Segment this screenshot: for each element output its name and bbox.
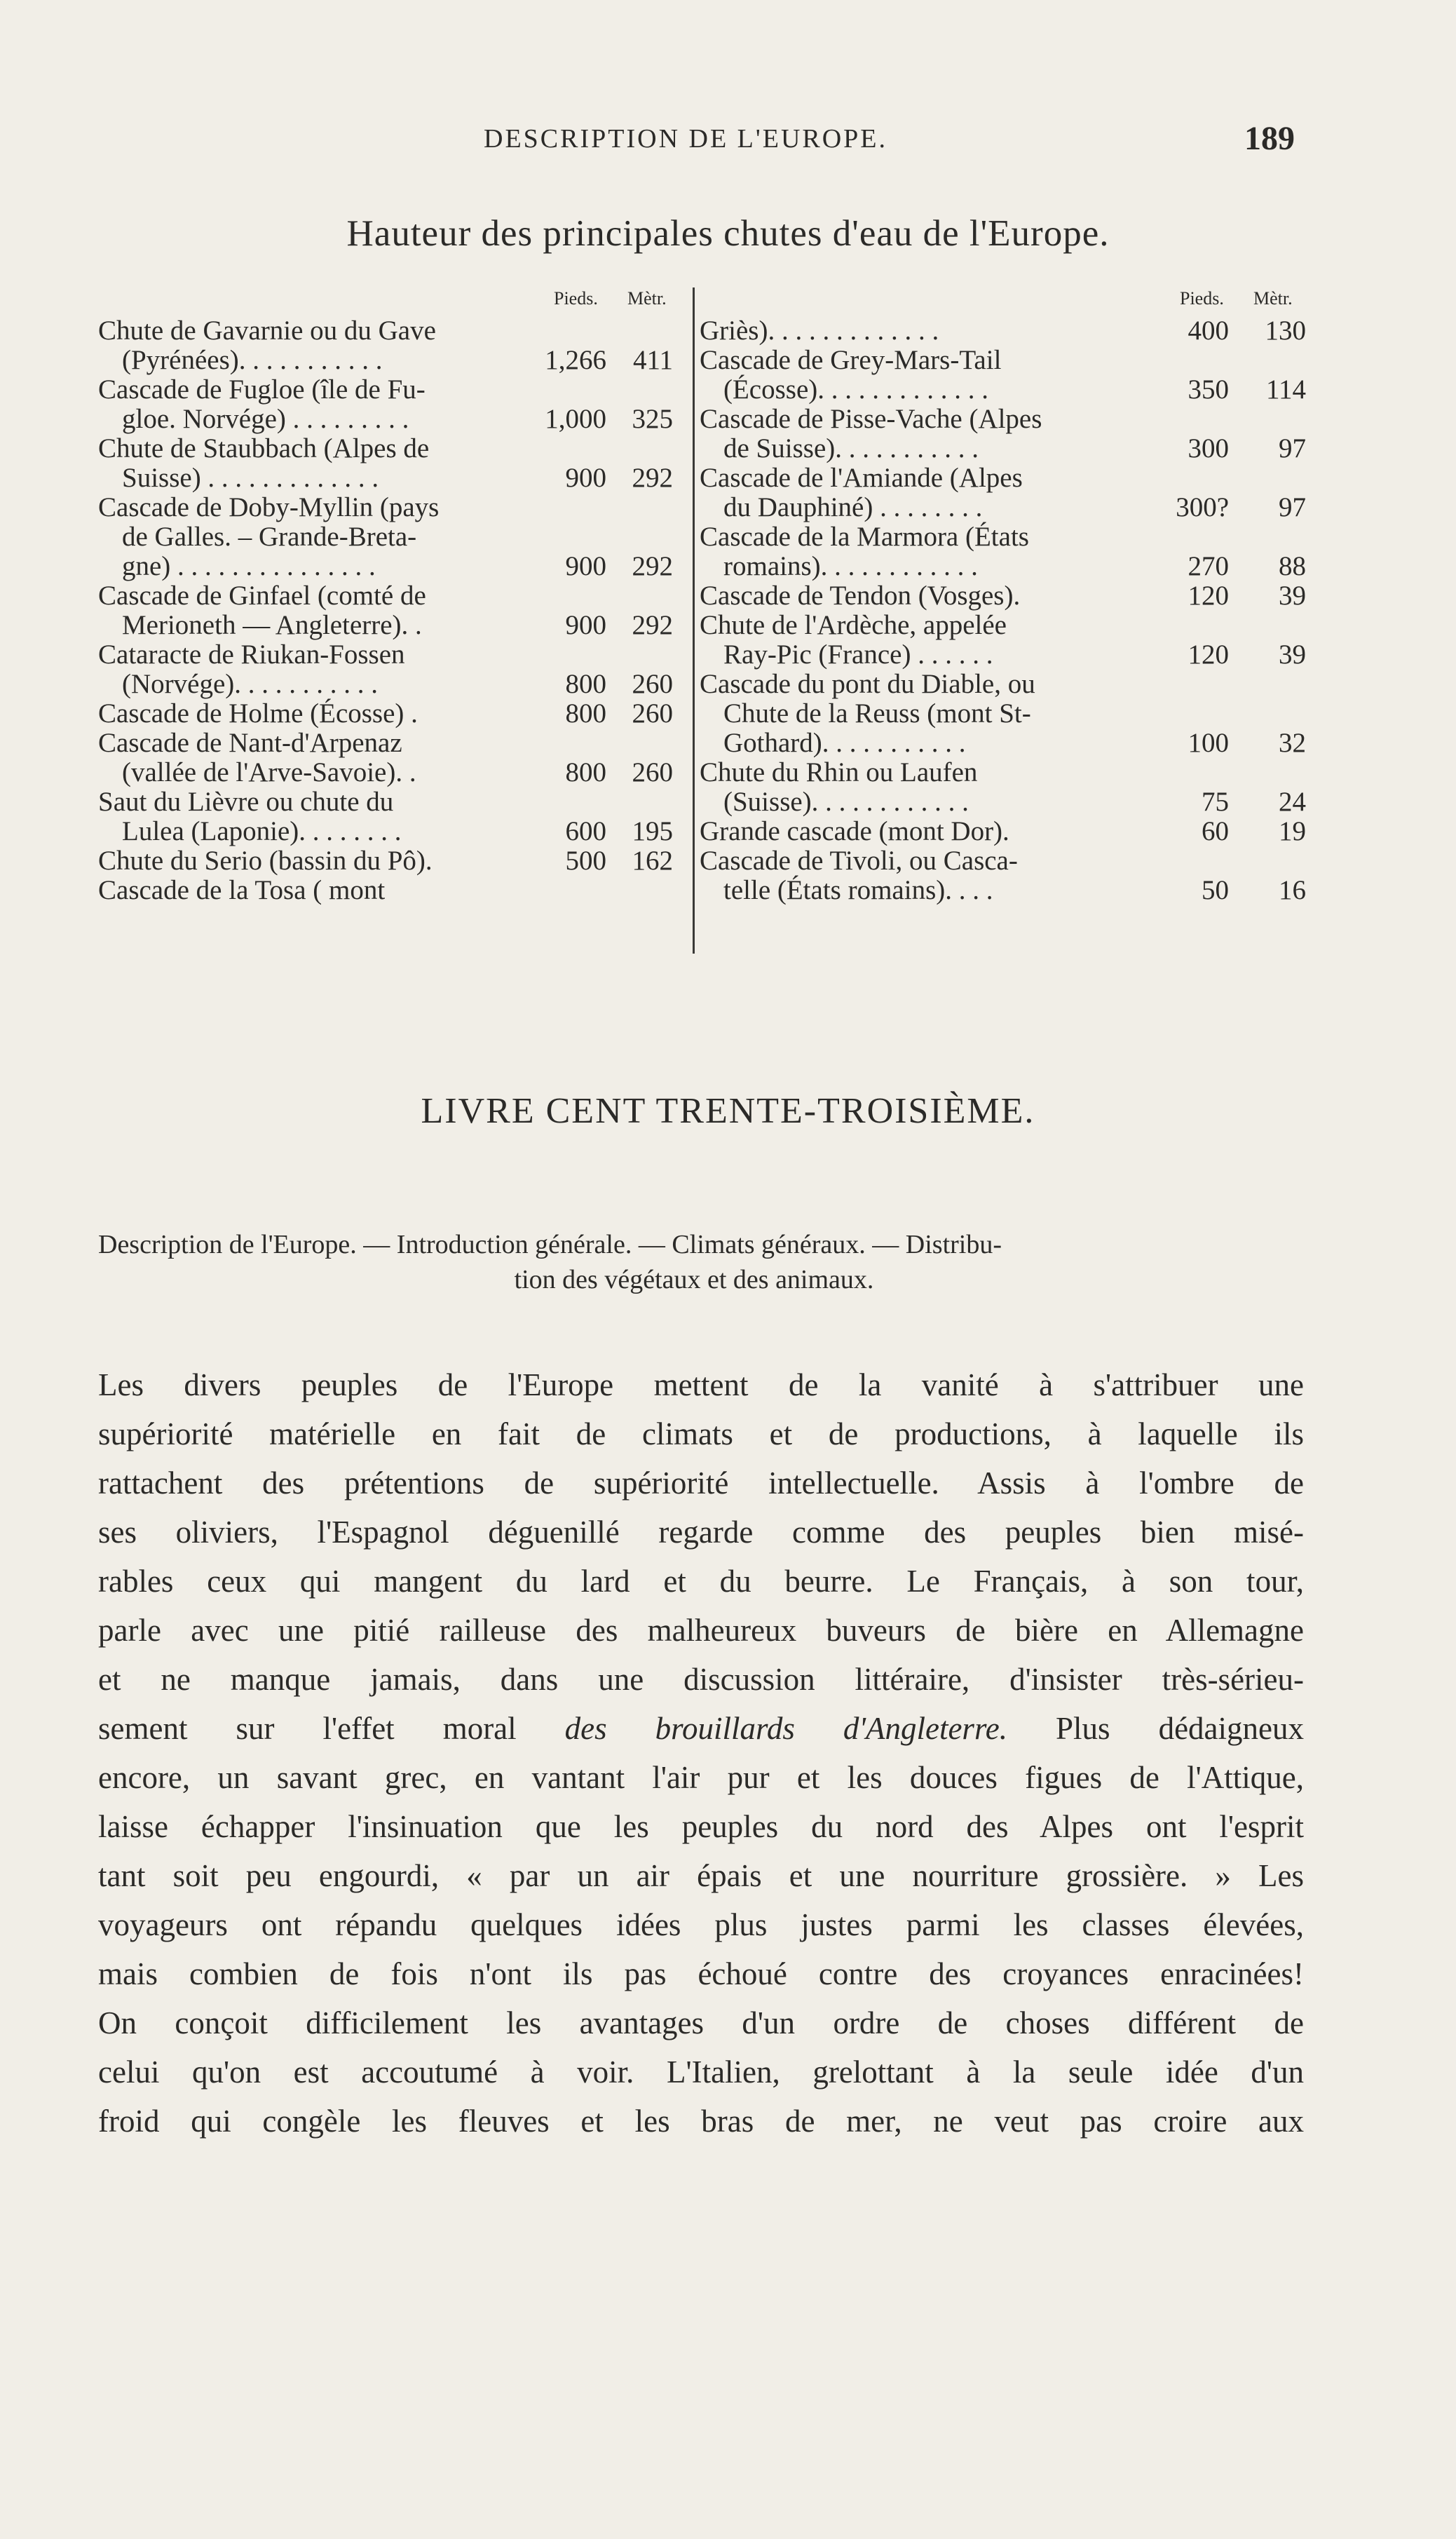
table-row [98, 846, 680, 876]
height-metres: 195 [632, 816, 673, 846]
text-line: parle avec une pitié railleuse des malheureux buveurs de bière en Allemagne [98, 1613, 1304, 1648]
text-line: ses oliviers, l'Espagnol déguenillé regarde comme des peuples bien misé- [98, 1515, 1304, 1550]
waterfall-name-line [700, 611, 1327, 640]
summary-line: Description de l'Europe. — Introduction générale. — Climats généraux. — Distribu- [98, 1230, 1002, 1259]
waterfall-name-line [700, 846, 1327, 876]
page-number: 189 [1244, 120, 1295, 157]
waterfall-name: romains). . . . . . . . . . . . [723, 551, 978, 581]
waterfall-name-line [98, 876, 680, 905]
waterfall-name: Cascade de Tendon (Vosges). [700, 581, 1021, 611]
height-metres: 32 [1279, 728, 1306, 758]
waterfall-name-line [98, 699, 680, 729]
waterfall-name-line [98, 493, 680, 522]
metres-header: Mètr. [627, 288, 667, 309]
waterfall-name-line [700, 581, 1327, 611]
height-pieds: 60 [1202, 816, 1229, 846]
height-pieds: 350 [1188, 374, 1229, 405]
table-row [700, 346, 1327, 405]
waterfall-name-line [98, 405, 680, 434]
waterfall-name-line [700, 699, 1327, 729]
table-row [700, 581, 1327, 611]
waterfall-name-line [700, 522, 1327, 552]
table-row [700, 670, 1327, 758]
waterfall-name-line [700, 463, 1327, 493]
table-row [98, 640, 680, 699]
waterfall-name-line [700, 316, 1327, 346]
text-run: sement sur l'effet moral [98, 1711, 565, 1746]
height-metres: 325 [632, 404, 673, 434]
height-pieds: 300 [1188, 433, 1229, 463]
waterfall-name: (Pyrénées). . . . . . . . . . . [122, 345, 383, 375]
waterfall-name: Cascade du pont du Diable, ou [700, 669, 1035, 699]
waterfall-name-line [700, 375, 1327, 405]
waterfall-name-line [98, 611, 680, 640]
height-metres: 162 [632, 846, 673, 876]
table-row [98, 729, 680, 787]
waterfall-name: Chute de la Reuss (mont St- [723, 698, 1031, 729]
waterfall-name: de Galles. – Grande-Breta- [122, 522, 417, 552]
waterfall-name-line [98, 787, 680, 817]
height-metres: 19 [1279, 816, 1306, 846]
height-metres: 88 [1279, 551, 1306, 581]
height-metres: 97 [1279, 433, 1306, 463]
height-metres: 260 [632, 698, 673, 729]
metres-header: Mètr. [1253, 288, 1293, 309]
table-row [700, 405, 1327, 463]
height-metres: 411 [632, 345, 673, 375]
waterfall-name-line [700, 729, 1327, 758]
waterfall-name-line [98, 581, 680, 611]
waterfall-name-line [700, 670, 1327, 699]
running-head [0, 119, 1456, 161]
table-row [98, 434, 680, 493]
waterfall-name-line [700, 640, 1327, 670]
waterfall-name-line [700, 346, 1327, 375]
waterfall-name: Merioneth — Angleterre). . [122, 610, 422, 640]
height-metres: 97 [1279, 492, 1306, 522]
waterfall-name: Chute de Staubbach (Alpes de [98, 433, 430, 463]
waterfall-name: (Suisse). . . . . . . . . . . . [723, 787, 969, 817]
waterfall-name-line [700, 552, 1327, 581]
waterfall-name-line [98, 316, 680, 346]
waterfall-name-line [98, 758, 680, 787]
waterfall-name: du Dauphiné) . . . . . . . . [723, 492, 983, 522]
waterfall-name-line [700, 493, 1327, 522]
column-divider [693, 287, 695, 954]
table-row [700, 846, 1327, 905]
chapter-summary [98, 1227, 1290, 1297]
text-line [98, 1704, 1304, 1753]
book-title: LIVRE CENT TRENTE-TROISIÈME. [421, 1091, 1035, 1131]
waterfall-name: Cascade de Ginfael (comté de [98, 581, 426, 611]
height-pieds: 900 [565, 610, 606, 640]
text-line: rables ceux qui mangent du lard et du beurre. Le Français, à son tour, [98, 1564, 1304, 1599]
text-line: mais combien de fois n'ont ils pas échoué contre des croyances enracinées! [98, 1956, 1304, 1991]
waterfall-name: de Suisse). . . . . . . . . . . [723, 433, 979, 463]
waterfall-name-line [700, 876, 1327, 905]
table-row [700, 463, 1327, 522]
column-headers [700, 284, 1327, 316]
waterfall-name-line [98, 670, 680, 699]
height-pieds: 900 [565, 551, 606, 581]
height-metres: 260 [632, 757, 673, 787]
text-line: et ne manque jamais, dans une discussion littéraire, d'insister très-sérieu- [98, 1662, 1304, 1697]
height-metres: 16 [1279, 875, 1306, 905]
waterfall-table-right [700, 284, 1327, 905]
waterfall-name: Chute du Rhin ou Laufen [700, 757, 978, 787]
waterfall-name: Cascade de Fugloe (île de Fu- [98, 374, 426, 405]
text-line: On conçoit difficilement les avantages d'un ordre de choses différent de [98, 2005, 1304, 2040]
table-row [98, 316, 680, 375]
waterfall-table-left [98, 284, 680, 905]
table-row [700, 817, 1327, 846]
waterfall-name: Griès). . . . . . . . . . . . . [700, 316, 939, 346]
waterfall-name-line [700, 434, 1327, 463]
height-metres: 24 [1279, 787, 1306, 817]
waterfall-name-line [98, 552, 680, 581]
height-metres: 292 [632, 610, 673, 640]
height-pieds: 120 [1188, 581, 1229, 611]
text-line: celui qu'on est accoutumé à voir. L'Italien, grelottant à la seule idée d'un [98, 2054, 1304, 2090]
height-pieds: 270 [1188, 551, 1229, 581]
waterfall-name-line [700, 787, 1327, 817]
height-pieds: 800 [565, 669, 606, 699]
waterfall-name-line [98, 375, 680, 405]
table-row [98, 876, 680, 905]
waterfall-name: gloe. Norvége) . . . . . . . . . [122, 404, 409, 434]
waterfall-name: (Norvége). . . . . . . . . . . [122, 669, 378, 699]
column-headers [98, 284, 680, 316]
waterfall-name: Cascade de Doby-Myllin (pays [98, 492, 440, 522]
height-pieds: 800 [565, 757, 606, 787]
waterfall-name-line [98, 434, 680, 463]
height-metres: 39 [1279, 639, 1306, 670]
waterfall-name: Cascade de Tivoli, ou Casca- [700, 846, 1018, 876]
waterfall-name: Chute du Serio (bassin du Pô). [98, 846, 433, 876]
waterfall-name: Ray-Pic (France) . . . . . . [723, 639, 993, 670]
pieds-header: Pieds. [1180, 288, 1224, 309]
text-line: froid qui congèle les fleuves et les bras de mer, ne veut pas croire aux [98, 2104, 1304, 2139]
table-row [700, 611, 1327, 670]
height-pieds: 500 [565, 846, 606, 876]
text-line: rattachent des prétentions de supériorité intellectuelle. Assis à l'ombre de [98, 1465, 1304, 1501]
text-line: tant soit peu engourdi, « par un air épais et une nourriture grossière. » Les [98, 1858, 1304, 1893]
waterfall-name: Cascade de Holme (Écosse) . [98, 698, 418, 729]
waterfall-name-line [98, 817, 680, 846]
waterfall-name: Cascade de la Marmora (États [700, 522, 1029, 552]
waterfall-name: Cascade de la Tosa ( mont [98, 875, 386, 905]
height-pieds: 300? [1176, 492, 1229, 522]
table-title: Hauteur des principales chutes d'eau de l'Europe. [346, 213, 1110, 254]
table-row [700, 758, 1327, 817]
waterfall-name: Saut du Lièvre ou chute du [98, 787, 394, 817]
height-pieds: 75 [1202, 787, 1229, 817]
waterfall-name-line [98, 522, 680, 552]
waterfall-name: Cascade de Pisse-Vache (Alpes [700, 404, 1042, 434]
height-metres: 114 [1265, 374, 1306, 405]
waterfall-name-line [98, 463, 680, 493]
table-row [98, 493, 680, 581]
waterfall-name: Grande cascade (mont Dor). [700, 816, 1009, 846]
waterfall-name: telle (États romains). . . . [723, 875, 993, 905]
table-row [700, 316, 1327, 346]
waterfall-name: Cascade de l'Amiande (Alpes [700, 463, 1023, 493]
waterfall-name: Suisse) . . . . . . . . . . . . . [122, 463, 379, 493]
height-pieds: 50 [1202, 875, 1229, 905]
body-paragraph [98, 1360, 1304, 2146]
text-line: supériorité matérielle en fait de climats et de productions, à laquelle ils [98, 1416, 1304, 1451]
waterfall-name-line [98, 640, 680, 670]
text-line: voyageurs ont répandu quelques idées plus justes parmi les classes élevées, [98, 1907, 1304, 1942]
waterfall-name: Lulea (Laponie). . . . . . . . [122, 816, 402, 846]
text-line: laisse échapper l'insinuation que les peuples du nord des Alpes ont l'esprit [98, 1809, 1304, 1844]
height-pieds: 900 [565, 463, 606, 493]
waterfall-name-line [98, 729, 680, 758]
height-pieds: 1,000 [545, 404, 606, 434]
summary-line: tion des végétaux et des animaux. [514, 1265, 874, 1294]
height-metres: 130 [1265, 316, 1306, 346]
table-row [98, 699, 680, 729]
waterfall-name-line [98, 846, 680, 876]
waterfall-name: Cataracte de Riukan-Fossen [98, 639, 405, 670]
height-pieds: 120 [1188, 639, 1229, 670]
table-row [700, 522, 1327, 581]
waterfall-name: Chute de Gavarnie ou du Gave [98, 316, 436, 346]
height-metres: 292 [632, 551, 673, 581]
height-pieds: 600 [565, 816, 606, 846]
waterfall-name: Chute de l'Ardèche, appelée [700, 610, 1007, 640]
text-run: Plus dédaigneux [1007, 1711, 1304, 1746]
text-line: Les divers peuples de l'Europe mettent de la vanité à s'attribuer une [98, 1367, 1304, 1402]
waterfall-name-line [700, 758, 1327, 787]
text-line: encore, un savant grec, en vantant l'air pur et les douces figues de l'Attique, [98, 1760, 1304, 1795]
pieds-header: Pieds. [554, 288, 598, 309]
height-pieds: 800 [565, 698, 606, 729]
running-title: DESCRIPTION DE L'EUROPE. [484, 124, 888, 154]
height-pieds: 400 [1188, 316, 1229, 346]
waterfall-name-line [98, 346, 680, 375]
table-row [98, 581, 680, 640]
height-metres: 292 [632, 463, 673, 493]
italic-phrase: des brouillards d'Angleterre. [564, 1711, 1008, 1746]
waterfall-name: Gothard). . . . . . . . . . . [723, 728, 966, 758]
waterfall-name: gne) . . . . . . . . . . . . . . . [122, 551, 376, 581]
waterfall-name: Cascade de Grey-Mars-Tail [700, 345, 1002, 375]
height-pieds: 1,266 [545, 345, 606, 375]
height-metres: 39 [1279, 581, 1306, 611]
table-row [98, 787, 680, 846]
waterfall-name: Cascade de Nant-d'Arpenaz [98, 728, 402, 758]
waterfall-name-line [700, 817, 1327, 846]
height-pieds: 100 [1188, 728, 1229, 758]
waterfall-name-line [700, 405, 1327, 434]
waterfall-name: (Écosse). . . . . . . . . . . . . [723, 374, 989, 405]
height-metres: 260 [632, 669, 673, 699]
waterfall-name: (vallée de l'Arve-Savoie). . [122, 757, 416, 787]
table-row [98, 375, 680, 434]
